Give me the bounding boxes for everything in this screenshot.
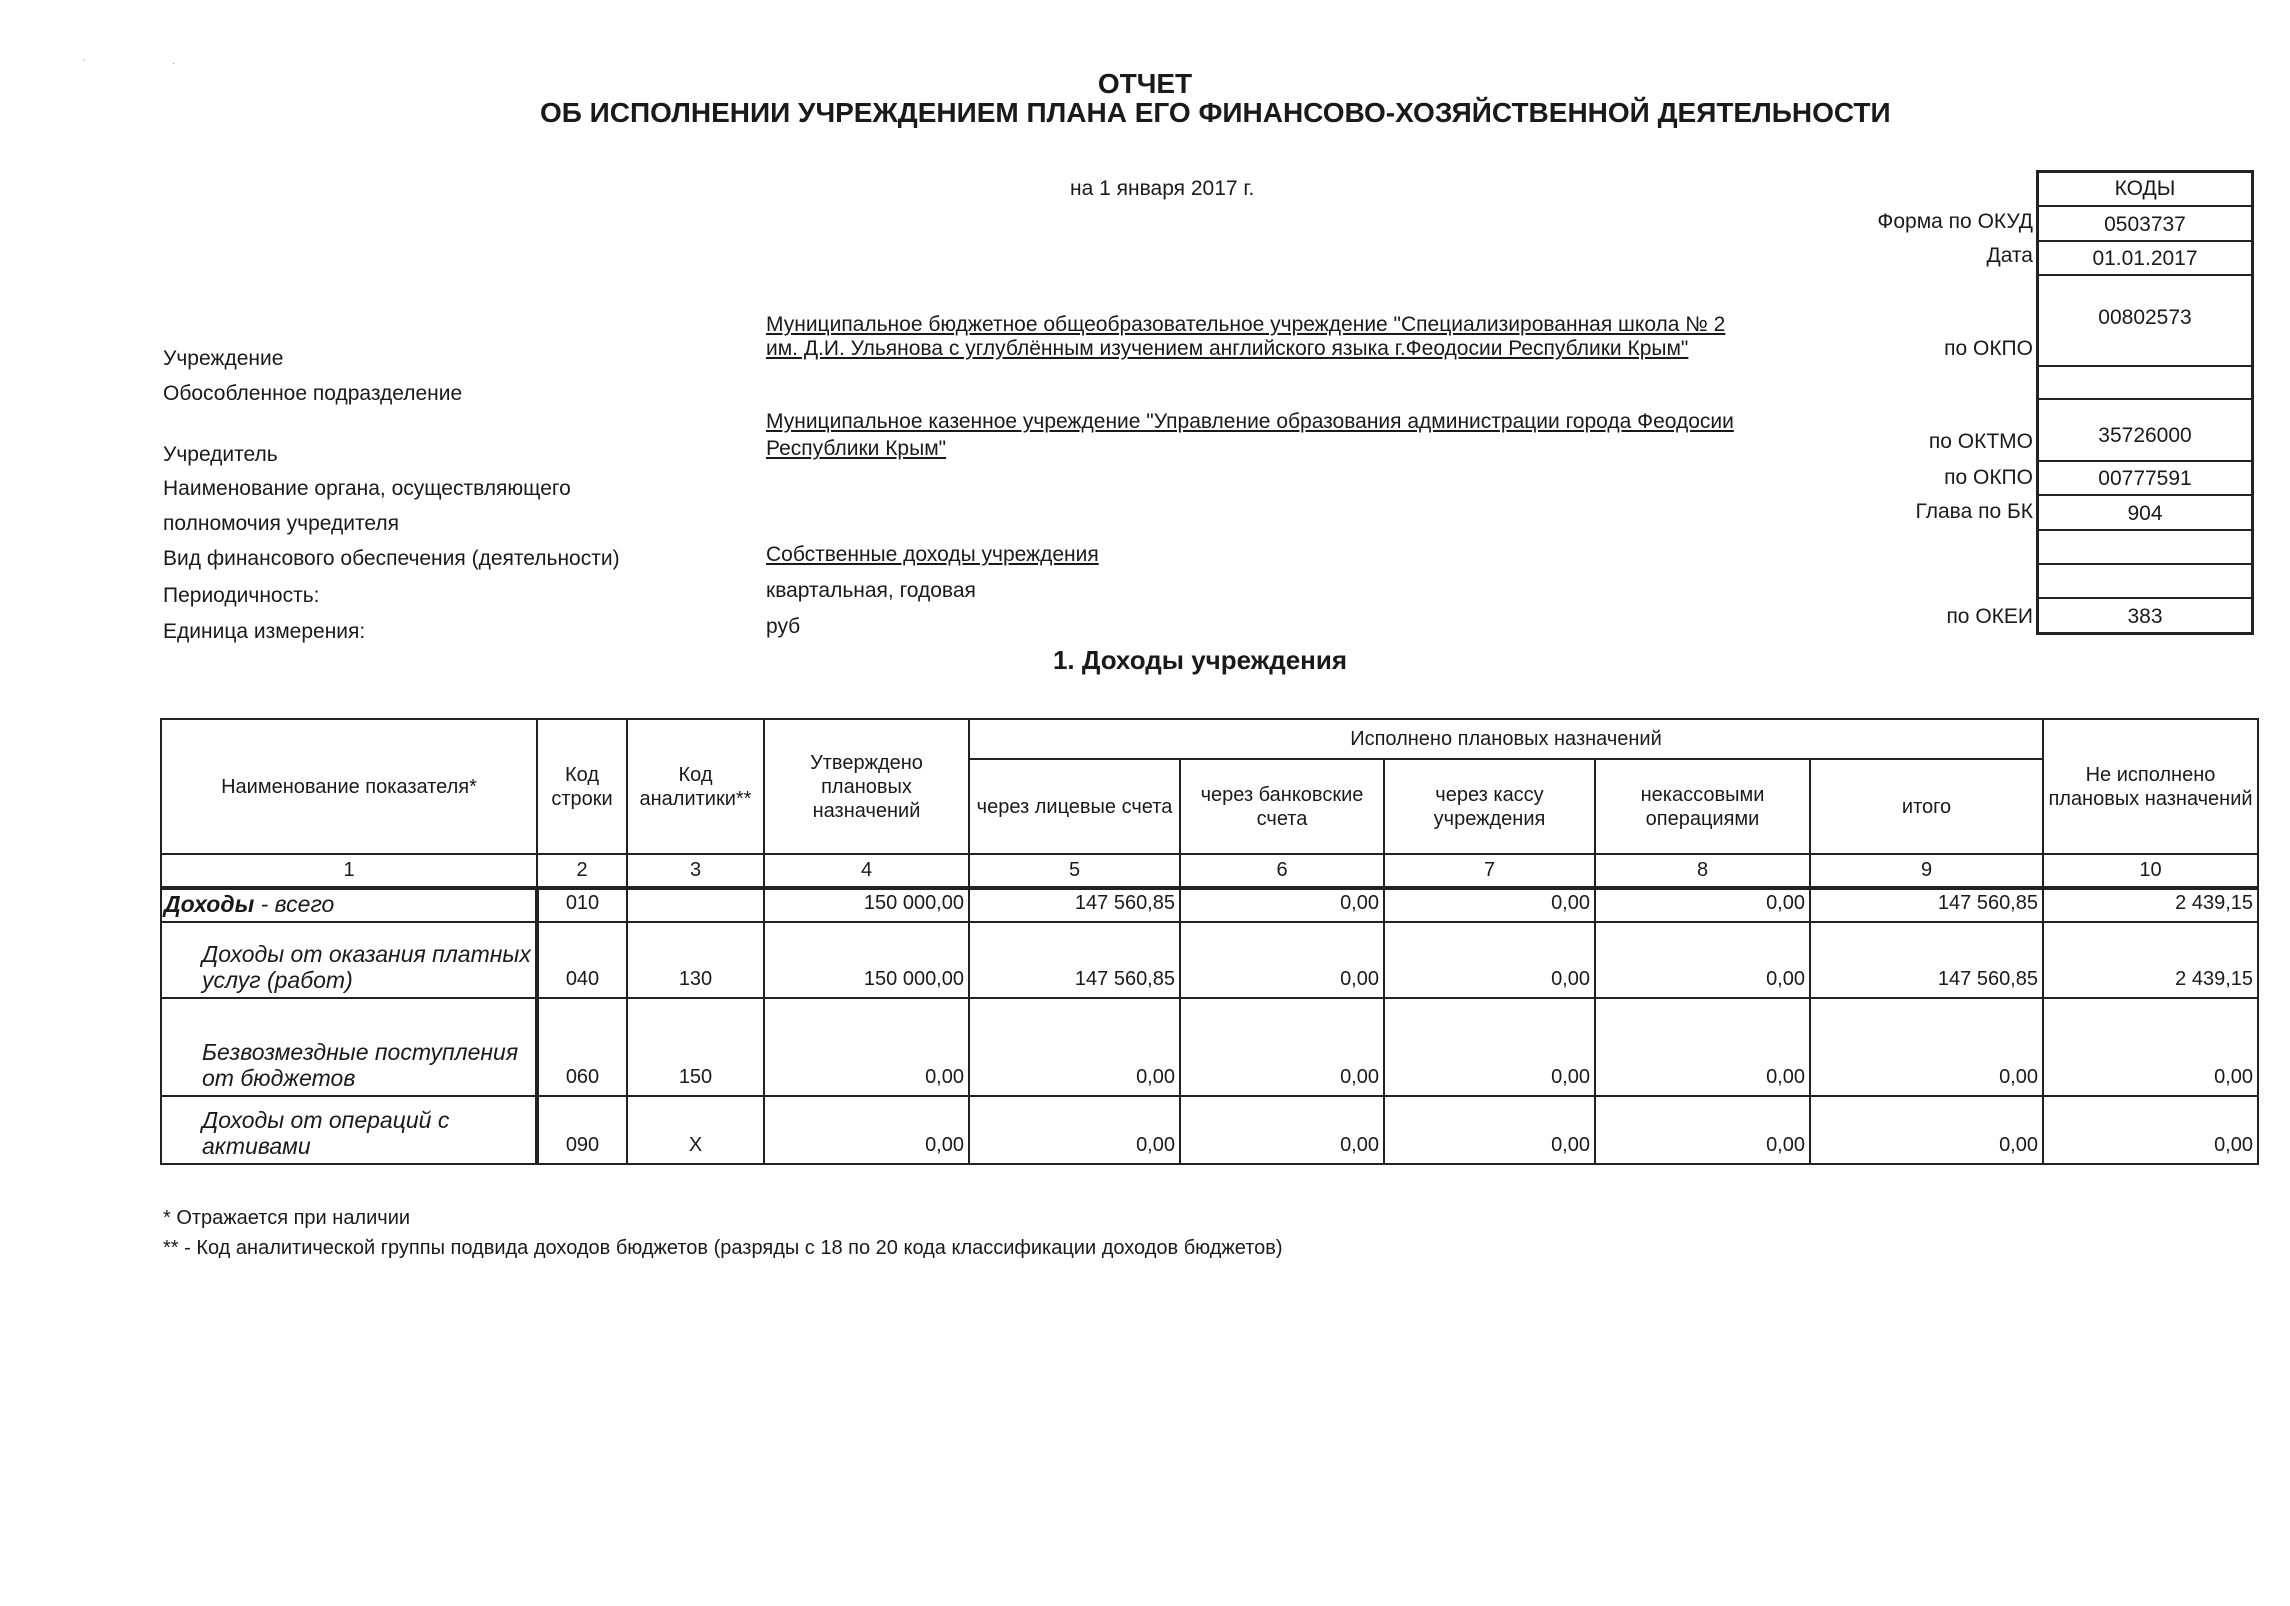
funding-type-value: Собственные доходы учреждения — [766, 543, 1099, 566]
row-cash: 0,00 — [1384, 888, 1595, 922]
founder-name-line1: Муниципальное казенное учреждение "Управление образования администрации города Феодосии — [766, 410, 1734, 433]
row-noncash: 0,00 — [1595, 998, 1810, 1096]
code-label-date: Дата — [1986, 244, 2033, 267]
code-bk: 904 — [2039, 494, 2251, 529]
index-cell: 10 — [2043, 854, 2258, 888]
row-analytic: 150 — [627, 998, 764, 1096]
row-analytic: X — [627, 1096, 764, 1164]
header-via-cash: через кассу учреждения — [1384, 759, 1595, 854]
header-approved: Утверждено плановых назначений — [764, 719, 969, 854]
header-name: Наименование показателя* — [161, 719, 537, 854]
code-okei: 383 — [2039, 597, 2251, 632]
index-cell: 1 — [161, 854, 537, 888]
header-total: итого — [1810, 759, 2043, 854]
index-cell: 5 — [969, 854, 1180, 888]
unit-value: руб — [766, 615, 801, 638]
code-oktmo: 35726000 — [2039, 398, 2251, 460]
income-table — [160, 718, 2259, 1165]
label-authority-line2: полномочия учредителя — [163, 512, 399, 535]
table-row — [161, 998, 2258, 1096]
code-label-okpo-founder: по ОКПО — [1944, 466, 2033, 489]
row-total: 147 560,85 — [1810, 888, 2043, 922]
row-bank: 0,00 — [1180, 888, 1384, 922]
index-cell: 2 — [537, 854, 627, 888]
row-approved: 0,00 — [764, 1096, 969, 1164]
row-approved: 150 000,00 — [764, 922, 969, 998]
table-row — [161, 922, 2258, 998]
header-via-personal: через лицевые счета — [969, 759, 1180, 854]
section-title: 1. Доходы учреждения — [1052, 645, 1348, 675]
index-cell: 9 — [1810, 854, 2043, 888]
code-okpo: 00802573 — [2039, 274, 2251, 365]
index-cell: 6 — [1180, 854, 1384, 888]
codes-box — [2036, 170, 2254, 635]
row-name-rest: - всего — [254, 891, 335, 917]
row-name — [161, 888, 537, 922]
row-code: 040 — [537, 922, 627, 998]
row-cash: 0,00 — [1384, 1096, 1595, 1164]
code-label-okud: Форма по ОКУД — [1877, 210, 2033, 233]
row-code: 060 — [537, 998, 627, 1096]
code-label-oktmo: по ОКТМО — [1928, 430, 2033, 453]
row-approved: 150 000,00 — [764, 888, 969, 922]
header-row-code: Код строки — [537, 719, 627, 854]
index-cell: 3 — [627, 854, 764, 888]
scan-speck: · — [172, 58, 176, 69]
index-cell: 4 — [764, 854, 969, 888]
row-personal: 0,00 — [969, 998, 1180, 1096]
row-not-executed: 0,00 — [2043, 998, 2258, 1096]
header-analytic-code: Код аналитики** — [627, 719, 764, 854]
code-label-okpo: по ОКПО — [1944, 337, 2033, 360]
label-institution: Учреждение — [163, 347, 284, 370]
index-cell: 7 — [1384, 854, 1595, 888]
label-unit: Единица измерения: — [163, 620, 366, 643]
report-date: на 1 января 2017 г. — [1070, 177, 1255, 200]
row-noncash: 0,00 — [1595, 922, 1810, 998]
footnote-2: ** - Код аналитической группы подвида доходов бюджетов (разряды с 18 по 20 кода классификации доходов бюджетов) — [163, 1237, 1283, 1259]
label-authority-line1: Наименование органа, осуществляющего — [163, 477, 571, 500]
code-date: 01.01.2017 — [2039, 240, 2251, 274]
row-noncash: 0,00 — [1595, 888, 1810, 922]
row-name: Доходы от оказания платных услуг (работ) — [161, 922, 537, 998]
table-row — [161, 1096, 2258, 1164]
report-subtitle: ОБ ИСПОЛНЕНИИ УЧРЕЖДЕНИЕМ ПЛАНА ЕГО ФИНАНСОВО-ХОЗЯЙСТВЕННОЙ ДЕЯТЕЛЬНОСТИ — [540, 97, 1891, 128]
header-not-executed: Не исполнено плановых назначений — [2043, 719, 2258, 854]
row-approved: 0,00 — [764, 998, 969, 1096]
header-executed-group: Исполнено плановых назначений — [969, 719, 2043, 759]
code-okpo-founder: 00777591 — [2039, 460, 2251, 494]
row-name-bold: Доходы — [164, 891, 255, 917]
row-analytic — [627, 888, 764, 922]
label-subdivision: Обособленное подразделение — [163, 382, 463, 405]
code-blank — [2039, 529, 2251, 563]
code-blank — [2039, 365, 2251, 398]
row-code: 090 — [537, 1096, 627, 1164]
code-label-bk: Глава по БК — [1915, 500, 2033, 523]
row-bank: 0,00 — [1180, 922, 1384, 998]
row-total: 0,00 — [1810, 1096, 2043, 1164]
row-not-executed: 2 439,15 — [2043, 888, 2258, 922]
table-row — [161, 888, 2258, 922]
row-bank: 0,00 — [1180, 998, 1384, 1096]
row-total: 147 560,85 — [1810, 922, 2043, 998]
scan-speck: · — [82, 55, 86, 66]
code-label-okei: по ОКЕИ — [1946, 605, 2033, 628]
row-personal: 147 560,85 — [969, 922, 1180, 998]
code-okud: 0503737 — [2039, 205, 2251, 240]
row-name: Безвозмездные поступления от бюджетов — [161, 998, 537, 1096]
row-not-executed: 2 439,15 — [2043, 922, 2258, 998]
row-name: Доходы от операций с активами — [161, 1096, 537, 1164]
index-cell: 8 — [1595, 854, 1810, 888]
institution-name-line1: Муниципальное бюджетное общеобразовательное учреждение "Специализированная школа № 2 — [766, 313, 1726, 336]
row-analytic: 130 — [627, 922, 764, 998]
code-blank — [2039, 563, 2251, 597]
row-cash: 0,00 — [1384, 922, 1595, 998]
label-funding-type: Вид финансового обеспечения (деятельности) — [163, 547, 620, 570]
row-code: 010 — [537, 888, 627, 922]
row-not-executed: 0,00 — [2043, 1096, 2258, 1164]
report-title: ОТЧЕТ — [1097, 68, 1193, 99]
header-non-cash: некассовыми операциями — [1595, 759, 1810, 854]
header-via-bank: через банковские счета — [1180, 759, 1384, 854]
codes-header: КОДЫ — [2114, 177, 2176, 200]
institution-name-line2: им. Д.И. Ульянова с углублённым изучением английского языка г.Феодосии Республики Крым" — [766, 337, 1689, 360]
row-total: 0,00 — [1810, 998, 2043, 1096]
row-bank: 0,00 — [1180, 1096, 1384, 1164]
row-personal: 0,00 — [969, 1096, 1180, 1164]
row-personal: 147 560,85 — [969, 888, 1180, 922]
label-founder: Учредитель — [163, 443, 278, 466]
row-cash: 0,00 — [1384, 998, 1595, 1096]
founder-name-line2: Республики Крым" — [766, 437, 947, 460]
row-noncash: 0,00 — [1595, 1096, 1810, 1164]
label-periodicity: Периодичность: — [163, 584, 320, 607]
periodicity-value: квартальная, годовая — [766, 579, 976, 602]
footnote-1: * Отражается при наличии — [163, 1207, 411, 1229]
